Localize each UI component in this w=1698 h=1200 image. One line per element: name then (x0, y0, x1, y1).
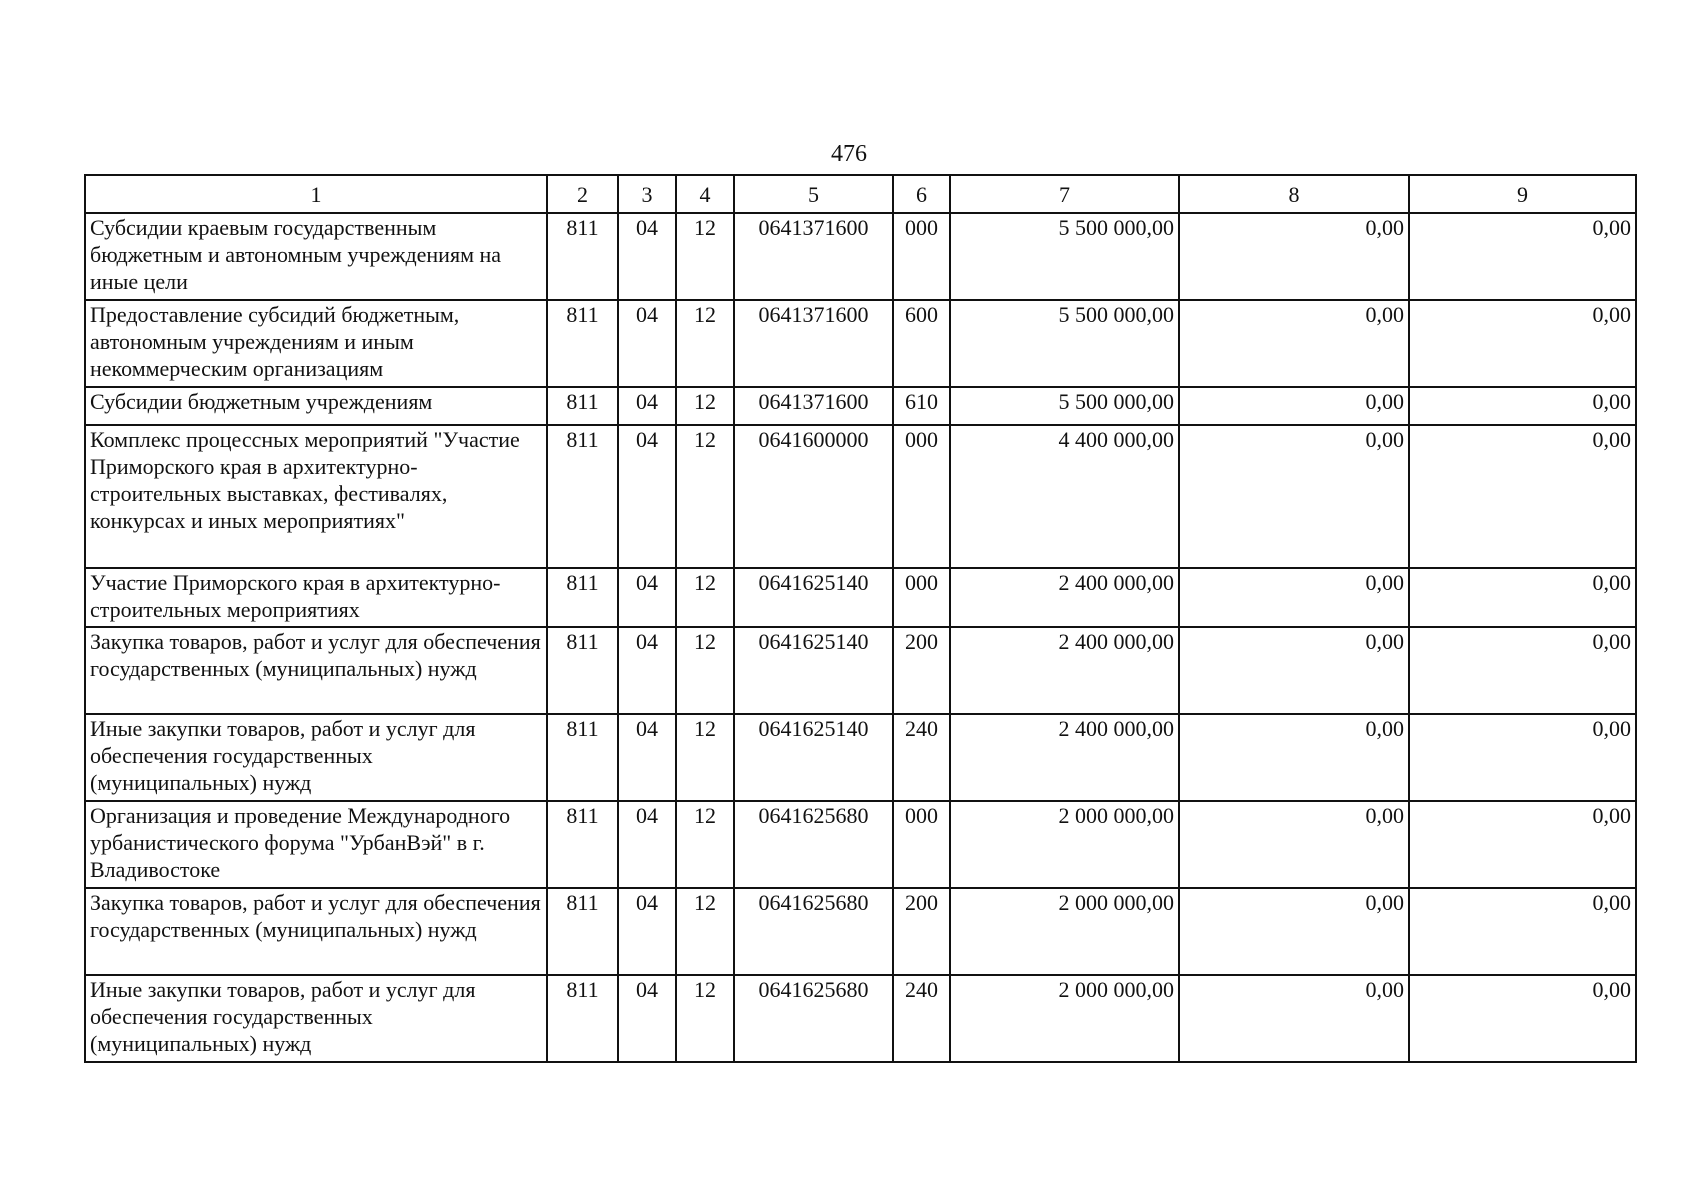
row-code-6: 610 (893, 387, 950, 425)
row-amount-7: 2 400 000,00 (950, 627, 1179, 714)
row-code-3: 04 (618, 975, 676, 1062)
row-code-3: 04 (618, 627, 676, 714)
row-code-5: 0641371600 (734, 213, 893, 300)
budget-table (84, 174, 1637, 1063)
row-code-5: 0641625140 (734, 714, 893, 801)
row-name: Организация и проведение Международного урбанистического форума "УрбанВэй" в г. Владивостоке (85, 801, 547, 888)
row-code-6: 000 (893, 568, 950, 627)
column-header: 1 (85, 175, 547, 213)
table-row (85, 387, 1636, 425)
column-header: 2 (547, 175, 618, 213)
row-code-6: 000 (893, 801, 950, 888)
row-amount-8: 0,00 (1179, 801, 1409, 888)
row-amount-7: 5 500 000,00 (950, 300, 1179, 387)
row-code-2: 811 (547, 975, 618, 1062)
row-amount-7: 5 500 000,00 (950, 387, 1179, 425)
row-code-2: 811 (547, 801, 618, 888)
row-name: Участие Приморского края в архитектурно-строительных мероприятиях (85, 568, 547, 627)
row-code-5: 0641625680 (734, 888, 893, 975)
row-name: Иные закупки товаров, работ и услуг для обеспечения государственных (муниципальных) нужд (85, 714, 547, 801)
row-amount-7: 2 000 000,00 (950, 801, 1179, 888)
column-header: 6 (893, 175, 950, 213)
table-row (85, 213, 1636, 300)
row-code-3: 04 (618, 387, 676, 425)
row-code-3: 04 (618, 300, 676, 387)
column-header: 4 (676, 175, 734, 213)
table-row (85, 801, 1636, 888)
row-amount-8: 0,00 (1179, 425, 1409, 568)
row-code-3: 04 (618, 888, 676, 975)
row-code-2: 811 (547, 425, 618, 568)
row-code-6: 000 (893, 213, 950, 300)
row-code-4: 12 (676, 627, 734, 714)
row-amount-9: 0,00 (1409, 888, 1636, 975)
row-name: Закупка товаров, работ и услуг для обеспечения государственных (муниципальных) нужд (85, 888, 547, 975)
row-code-4: 12 (676, 801, 734, 888)
column-header: 7 (950, 175, 1179, 213)
column-header: 9 (1409, 175, 1636, 213)
row-code-5: 0641625140 (734, 568, 893, 627)
row-code-4: 12 (676, 213, 734, 300)
row-amount-9: 0,00 (1409, 975, 1636, 1062)
row-amount-8: 0,00 (1179, 627, 1409, 714)
column-number-row (85, 175, 1636, 213)
row-code-4: 12 (676, 425, 734, 568)
row-code-4: 12 (676, 714, 734, 801)
row-amount-7: 2 000 000,00 (950, 975, 1179, 1062)
row-amount-9: 0,00 (1409, 568, 1636, 627)
row-code-2: 811 (547, 387, 618, 425)
row-amount-9: 0,00 (1409, 425, 1636, 568)
row-code-2: 811 (547, 888, 618, 975)
row-code-5: 0641600000 (734, 425, 893, 568)
row-code-3: 04 (618, 213, 676, 300)
row-amount-7: 2 400 000,00 (950, 714, 1179, 801)
row-amount-7: 2 400 000,00 (950, 568, 1179, 627)
row-code-5: 0641371600 (734, 387, 893, 425)
column-header: 8 (1179, 175, 1409, 213)
row-name: Субсидии краевым государственным бюджетным и автономным учреждениям на иные цели (85, 213, 547, 300)
row-amount-9: 0,00 (1409, 387, 1636, 425)
row-code-5: 0641625680 (734, 801, 893, 888)
column-header: 5 (734, 175, 893, 213)
table-row (85, 425, 1636, 568)
row-name: Закупка товаров, работ и услуг для обеспечения государственных (муниципальных) нужд (85, 627, 547, 714)
row-name: Иные закупки товаров, работ и услуг для обеспечения государственных (муниципальных) нужд (85, 975, 547, 1062)
row-code-6: 200 (893, 888, 950, 975)
row-code-2: 811 (547, 627, 618, 714)
row-code-6: 600 (893, 300, 950, 387)
row-code-3: 04 (618, 714, 676, 801)
page-number: 476 (831, 141, 867, 167)
table-row (85, 888, 1636, 975)
row-code-6: 240 (893, 975, 950, 1062)
table-row (85, 714, 1636, 801)
row-amount-7: 2 000 000,00 (950, 888, 1179, 975)
row-amount-9: 0,00 (1409, 300, 1636, 387)
row-code-5: 0641371600 (734, 300, 893, 387)
row-code-2: 811 (547, 300, 618, 387)
row-code-4: 12 (676, 568, 734, 627)
table-row (85, 627, 1636, 714)
row-amount-8: 0,00 (1179, 568, 1409, 627)
row-amount-9: 0,00 (1409, 627, 1636, 714)
row-code-6: 200 (893, 627, 950, 714)
row-amount-9: 0,00 (1409, 714, 1636, 801)
table-row (85, 975, 1636, 1062)
row-name: Субсидии бюджетным учреждениям (85, 387, 547, 425)
row-amount-9: 0,00 (1409, 801, 1636, 888)
row-amount-8: 0,00 (1179, 213, 1409, 300)
row-amount-8: 0,00 (1179, 888, 1409, 975)
row-code-3: 04 (618, 568, 676, 627)
row-amount-8: 0,00 (1179, 975, 1409, 1062)
row-name: Предоставление субсидий бюджетным, автономным учреждениям и иным некоммерческим организациям (85, 300, 547, 387)
row-code-4: 12 (676, 300, 734, 387)
row-amount-8: 0,00 (1179, 714, 1409, 801)
row-name: Комплекс процессных мероприятий "Участие Приморского края в архитектурно-строительных выставках, фестивалях, конкурсах и иных мероприятиях" (85, 425, 547, 568)
row-code-2: 811 (547, 714, 618, 801)
row-amount-8: 0,00 (1179, 300, 1409, 387)
row-amount-9: 0,00 (1409, 213, 1636, 300)
row-code-6: 240 (893, 714, 950, 801)
row-code-4: 12 (676, 975, 734, 1062)
row-code-2: 811 (547, 568, 618, 627)
row-amount-7: 4 400 000,00 (950, 425, 1179, 568)
row-code-5: 0641625140 (734, 627, 893, 714)
table-row (85, 300, 1636, 387)
row-code-4: 12 (676, 387, 734, 425)
row-amount-8: 0,00 (1179, 387, 1409, 425)
row-code-3: 04 (618, 425, 676, 568)
column-header: 3 (618, 175, 676, 213)
row-code-6: 000 (893, 425, 950, 568)
row-code-3: 04 (618, 801, 676, 888)
row-code-5: 0641625680 (734, 975, 893, 1062)
table-row (85, 568, 1636, 627)
row-code-4: 12 (676, 888, 734, 975)
row-amount-7: 5 500 000,00 (950, 213, 1179, 300)
row-code-2: 811 (547, 213, 618, 300)
